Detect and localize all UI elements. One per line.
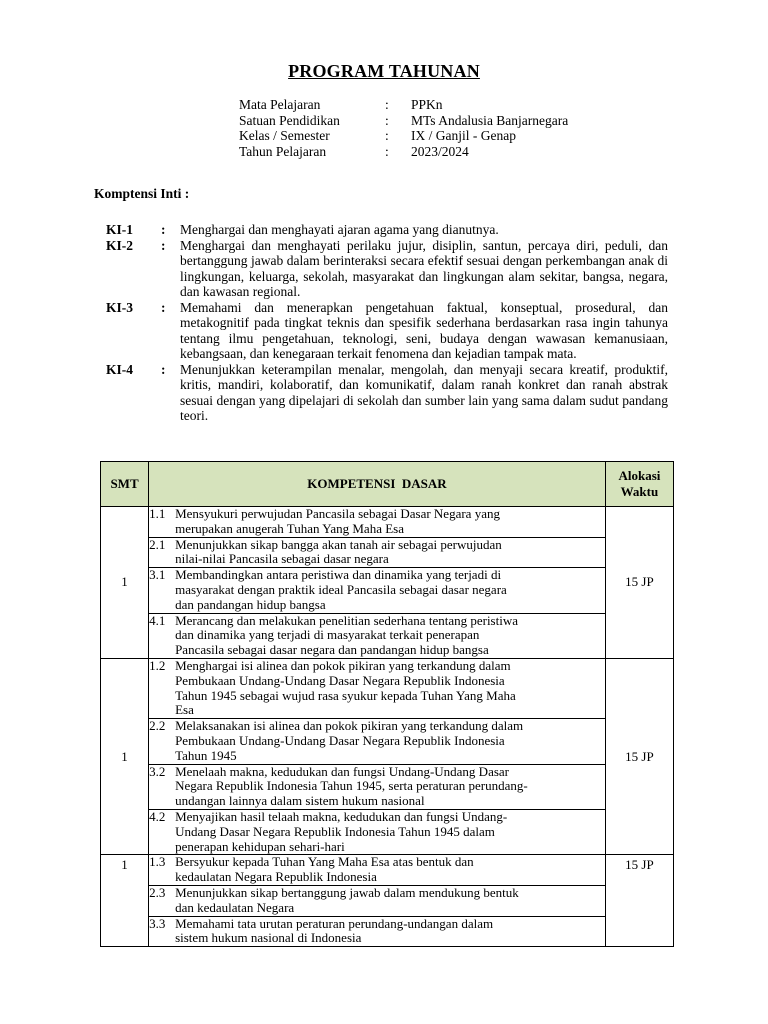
ki-code: KI-2 (106, 237, 133, 253)
header-alokasi-waktu (605, 462, 673, 507)
table-row (101, 764, 674, 809)
table-body (101, 507, 674, 947)
meta-value: 2023/2024 (411, 143, 469, 159)
kd-text: Pembukaan Undang-Undang Dasar Negara Republik Indonesia (175, 732, 505, 748)
meta-colon: : (385, 128, 389, 143)
kd-number (149, 674, 175, 689)
kd-line (149, 568, 605, 583)
kd-number (149, 825, 175, 840)
ki-heading: Komptensi Inti : (94, 186, 190, 201)
meta-colon: : (385, 112, 389, 128)
kd-text: Melaksanakan isi alinea dan pokok pikiran yang terkandung dalam (175, 718, 524, 734)
ki-list (106, 222, 668, 424)
kd-text: Membandingkan antara peristiwa dan dinamika yang terjadi di (175, 567, 502, 583)
kd-text: dan kedaulatan Negara (175, 899, 295, 915)
kd-line (149, 765, 605, 780)
ki-colon: : (161, 299, 166, 315)
kd-text: kedaulatan Negara Republik Indonesia (175, 869, 377, 885)
kd-number (149, 779, 175, 794)
kd-text: Negara Republik Indonesia Tahun 1945, serta peraturan perundang- (175, 778, 528, 794)
kd-line (149, 734, 605, 749)
kd-text: penerapan kehidupan sehari-hari (175, 838, 345, 854)
kd-cell (149, 537, 606, 568)
kd-line (149, 628, 605, 643)
kd-number (149, 840, 175, 855)
kd-number (149, 749, 175, 764)
kd-cell (149, 568, 606, 613)
kd-text: Menelaah makna, kedudukan dan fungsi Undang-Undang Dasar (175, 763, 510, 779)
kd-cell (149, 885, 606, 916)
ki-text: Memahami dan menerapkan pengetahuan faktual, konseptual, prosedural, dan metakognitif pada tingkat teknis dan spesifik sederhana berdasarkan rasa ingin tahunya tentang ilmu pengetahuan, teknologi, seni, budaya dengan wawasan kemanusiaan, kebangsaan, dan kenegaraan terkait fenomena dan kejadian tampak mata. (180, 299, 668, 361)
kd-line (149, 614, 605, 629)
meta-colon: : (385, 143, 389, 159)
kd-text: masyarakat dengan praktik ideal Pancasila sebagai dasar negara (175, 581, 507, 597)
kd-text: Pembukaan Undang-Undang Dasar Negara Republik Indonesia (175, 672, 505, 688)
kd-number (149, 794, 175, 809)
meta-row-school (239, 113, 568, 129)
table-row (101, 568, 674, 613)
meta-row-year (239, 144, 568, 160)
kd-number (149, 628, 175, 643)
kd-text: Esa (175, 702, 194, 718)
kd-number (149, 689, 175, 704)
kd-line (149, 703, 605, 718)
kd-line (149, 810, 605, 825)
table-row (101, 809, 674, 854)
kd-number: 2.2 (149, 718, 166, 734)
table-row (101, 719, 674, 764)
kd-number: 3.3 (149, 915, 166, 931)
meta-row-subject (239, 97, 568, 113)
kd-line (149, 719, 605, 734)
kd-number: 3.2 (149, 763, 166, 779)
kd-line (149, 886, 605, 901)
alokasi-cell: 15 JP (605, 658, 673, 854)
kd-text: Bersyukur kepada Tuhan Yang Maha Esa atas bentuk dan (175, 854, 474, 870)
kd-line (149, 749, 605, 764)
meta-label: Kelas / Semester (239, 128, 330, 143)
kd-cell (149, 507, 606, 538)
kd-line (149, 917, 605, 932)
kd-text: Mensyukuri perwujudan Pancasila sebagai Dasar Negara yang (175, 506, 500, 521)
kd-line (149, 507, 605, 522)
table-row (101, 537, 674, 568)
kd-text: dan dinamika yang terjadi di masyarakat terkait penerapan (175, 627, 480, 643)
table-header-row (101, 462, 674, 507)
kd-number (149, 931, 175, 946)
kd-line (149, 538, 605, 553)
ki-code: KI-4 (106, 361, 133, 377)
kd-number (149, 703, 175, 718)
ki-item (106, 222, 668, 238)
kd-line (149, 779, 605, 794)
ki-colon: : (161, 237, 166, 253)
meta-row-class (239, 128, 568, 144)
kd-number: 1.2 (149, 657, 166, 673)
kd-cell (149, 658, 606, 718)
ki-code: KI-1 (106, 222, 133, 237)
kd-line (149, 552, 605, 567)
kd-cell (149, 764, 606, 809)
ki-text: Menghargai dan menghayati ajaran agama yang dianutnya. (180, 222, 499, 237)
kd-number (149, 870, 175, 885)
meta-value: PPKn (411, 97, 443, 112)
ki-item (106, 362, 668, 424)
kd-line (149, 870, 605, 885)
document-meta (239, 97, 568, 159)
ki-code: KI-3 (106, 299, 133, 315)
kd-text: Tahun 1945 (175, 747, 237, 763)
kd-line (149, 931, 605, 946)
table-row (101, 885, 674, 916)
kd-cell (149, 809, 606, 854)
kd-number: 4.2 (149, 808, 166, 824)
ki-text: Menunjukkan keterampilan menalar, mengolah, dan menyaji secara kreatif, produktif, kritis, mandiri, kolaboratif, dan komunikatif, dalam ranah konkret dan ranah abstrak sesuai dengan yang dipelajari di sekolah dan sumber lain yang sama dalam sudut pandang teori. (180, 361, 668, 423)
meta-label: Mata Pelajaran (239, 97, 321, 112)
kd-number: 1.1 (149, 506, 166, 521)
kd-line (149, 522, 605, 537)
kd-text: Menunjukkan sikap bertanggung jawab dalam mendukung bentuk (175, 884, 519, 900)
kd-line (149, 855, 605, 870)
kd-number (149, 583, 175, 598)
kd-number (149, 734, 175, 749)
kd-text: sistem hukum nasional di Indonesia (175, 930, 362, 946)
kd-text: Menghargai isi alinea dan pokok pikiran yang terkandung dalam (175, 657, 511, 673)
kd-number (149, 552, 175, 567)
smt-cell: 1 (101, 855, 149, 947)
kd-line (149, 825, 605, 840)
kd-text: Merancang dan melakukan penelitian sederhana tentang peristiwa (175, 612, 518, 628)
kd-text: Memahami tata urutan peraturan perundang-undangan dalam (175, 915, 494, 931)
meta-value: MTs Andalusia Banjarnegara (411, 112, 569, 128)
kd-line (149, 689, 605, 704)
table-row (101, 507, 674, 538)
kd-cell (149, 613, 606, 658)
kd-text: Tahun 1945 sebagai wujud rasa syukur kepada Tuhan Yang Maha (175, 687, 516, 703)
kd-number (149, 643, 175, 658)
kd-cell (149, 719, 606, 764)
page-title: PROGRAM TAHUNAN (288, 61, 480, 81)
table-row (101, 916, 674, 947)
ki-item (106, 300, 668, 362)
smt-cell: 1 (101, 658, 149, 854)
kd-text: nilai-nilai Pancasila sebagai dasar negara (175, 551, 389, 567)
kompetensi-dasar-table (100, 461, 674, 947)
smt-cell: 1 (101, 507, 149, 659)
kd-number (149, 598, 175, 613)
kd-text: Pancasila sebagai dasar negara dan pandangan hidup bangsa (175, 642, 489, 658)
header-smt: SMT (101, 462, 149, 507)
ki-colon: : (161, 222, 166, 237)
kd-number: 4.1 (149, 612, 166, 628)
kd-text: Undang Dasar Negara Republik Indonesia Tahun 1945 dalam (175, 823, 495, 839)
alokasi-cell: 15 JP (605, 507, 673, 659)
kd-text: undangan lainnya dalam sistem hukum nasional (175, 793, 425, 809)
kd-number: 3.1 (149, 567, 166, 583)
ki-colon: : (161, 361, 166, 377)
kd-line (149, 674, 605, 689)
kd-text: merupakan anugerah Tuhan Yang Maha Esa (175, 520, 404, 536)
kd-line (149, 583, 605, 598)
kd-line (149, 840, 605, 855)
alokasi-cell: 15 JP (605, 855, 673, 947)
kd-line (149, 901, 605, 916)
kd-line (149, 794, 605, 809)
kd-number: 1.3 (149, 854, 166, 870)
header-alokasi-text: Alokasi Waktu (618, 468, 661, 499)
kd-text: dan pandangan hidup bangsa (175, 596, 326, 612)
kd-number (149, 901, 175, 916)
kd-cell (149, 916, 606, 947)
kd-cell (149, 855, 606, 886)
table-row (101, 613, 674, 658)
ki-item (106, 238, 668, 300)
kd-text: Menunjukkan sikap bangga akan tanah air sebagai perwujudan (175, 536, 502, 552)
kd-number: 2.1 (149, 536, 166, 552)
ki-text: Menghargai dan menghayati perilaku jujur, disiplin, santun, percaya diri, peduli, dan bertanggung jawab dalam berinteraksi secara efektif sesuai dengan perkembangan anak di lingkungan, keluarga, sekolah, masyarakat dan lingkungan alam sekitar, bangsa, negara, dan kawasan regional. (180, 237, 668, 299)
kd-line (149, 643, 605, 658)
kd-number (149, 522, 175, 537)
header-kompetensi-dasar: KOMPETENSI DASAR (149, 462, 606, 507)
table-row (101, 658, 674, 718)
table-row (101, 855, 674, 886)
meta-value: IX / Ganjil - Genap (411, 128, 516, 143)
kd-line (149, 598, 605, 613)
kd-text: Menyajikan hasil telaah makna, kedudukan dan fungsi Undang- (175, 808, 508, 824)
kd-line (149, 659, 605, 674)
meta-label: Tahun Pelajaran (239, 143, 327, 159)
meta-label: Satuan Pendidikan (239, 112, 340, 128)
kd-number: 2.3 (149, 884, 166, 900)
meta-colon: : (385, 97, 389, 112)
